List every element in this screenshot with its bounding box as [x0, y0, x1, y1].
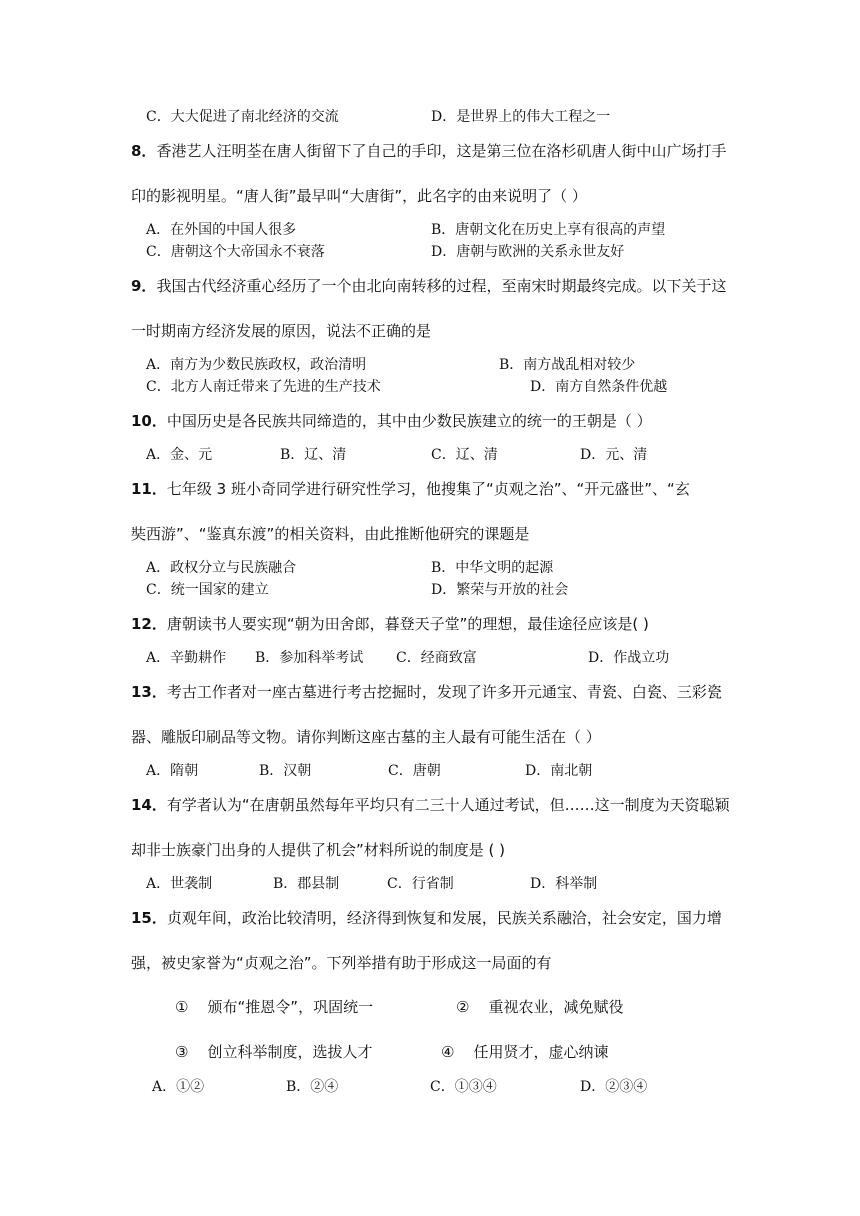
q15-statement-4: ④ 任用贤才，虚心纳谏	[441, 1043, 609, 1061]
q8-option-a: A．在外国的中国人很多	[146, 222, 297, 238]
q8-stem-line1: 8．香港艺人汪明荃在唐人街留下了自己的手印，这是第三位在洛杉矶唐人街中山广场打手	[131, 142, 727, 160]
q15-stem-line1: 15．贞观年间，政治比较清明，经济得到恢复和发展，民族关系融洽，社会安定，国力增	[131, 909, 722, 927]
q10-option-a: A．金、元	[146, 447, 213, 463]
q15-statement-2: ② 重视农业，减免赋役	[456, 998, 624, 1016]
q10-stem-line1: 10．中国历史是各民族共同缔造的，其中由少数民族建立的统一的王朝是（ ）	[131, 412, 652, 430]
q9-option-c: C．北方人南迁带来了先进的生产技术	[146, 379, 381, 395]
q8-option-d: D．唐朝与欧洲的关系永世友好	[431, 244, 625, 260]
q10-option-d: D．元、清	[580, 447, 648, 463]
q11-option-c: C．统一国家的建立	[146, 582, 269, 598]
q10-option-b: B．辽、清	[280, 447, 347, 463]
q15-statement-1: ① 颁布“推恩令”，巩固统一	[175, 998, 374, 1016]
q14-stem-line2: 却非士族豪门出身的人提供了机会”材料所说的制度是 ( )	[131, 841, 506, 859]
q9-option-a: A．南方为少数民族政权，政治清明	[146, 357, 367, 373]
q12-option-d: D．作战立功	[588, 650, 670, 666]
q15-option-b: B．②④	[286, 1079, 339, 1095]
q9-option-d: D．南方自然条件优越	[530, 379, 668, 395]
q9-stem-line2: 一时期南方经济发展的原因，说法不正确的是	[131, 322, 432, 340]
q12-option-a: A．辛勤耕作	[146, 650, 227, 666]
q12-stem-line1: 12．唐朝读书人要实现“朝为田舍郎，暮登天子堂”的理想，最佳途径应该是( )	[131, 615, 649, 633]
q13-stem-line1: 13．考古工作者对一座古墓进行考古挖掘时，发现了许多开元通宝、青瓷、白瓷、三彩瓷	[131, 683, 722, 701]
q7-option-c: C．大大促进了南北经济的交流	[146, 109, 339, 125]
q14-stem-line1: 14．有学者认为“在唐朝虽然每年平均只有二三十人通过考试，但……这一制度为天资聪颖	[131, 796, 730, 814]
q14-option-d: D．科举制	[530, 876, 598, 892]
q15-option-d: D．②③④	[580, 1079, 648, 1095]
q9-option-b: B．南方战乱相对较少	[499, 357, 636, 373]
q13-option-b: B．汉朝	[259, 763, 312, 779]
q15-option-a: A．①②	[152, 1079, 205, 1095]
q14-option-b: B．郡县制	[273, 876, 340, 892]
q8-option-b: B．唐朝文化在历史上享有很高的声望	[431, 222, 666, 238]
q13-option-a: A．隋朝	[146, 763, 199, 779]
q7-option-d: D．是世界上的伟大工程之一	[431, 109, 611, 125]
q13-option-d: D．南北朝	[525, 763, 593, 779]
q13-stem-line2: 器、雕版印刷品等文物。请你判断这座古墓的主人最有可能生活在（ ）	[131, 728, 601, 746]
q12-option-c: C．经商致富	[396, 650, 477, 666]
q15-statement-3: ③ 创立科举制度，选拔人才	[175, 1043, 373, 1061]
q11-stem-line2: 奘西游”、“鉴真东渡”的相关资料，由此推断他研究的课题是	[131, 525, 530, 543]
q15-stem-line2: 强，被史家誉为“贞观之治”。下列举措有助于形成这一局面的有	[131, 954, 552, 972]
q14-option-c: C．行省制	[387, 876, 454, 892]
q11-option-d: D．繁荣与开放的社会	[431, 582, 569, 598]
q11-option-a: A．政权分立与民族融合	[146, 560, 297, 576]
q13-option-c: C．唐朝	[388, 763, 441, 779]
q15-option-c: C．①③④	[430, 1079, 497, 1095]
q11-option-b: B．中华文明的起源	[431, 560, 554, 576]
q10-option-c: C．辽、清	[431, 447, 498, 463]
q11-stem-line1: 11．七年级 3 班小奇同学进行研究性学习，他搜集了“贞观之治”、“开元盛世”、“玄	[131, 480, 690, 498]
q14-option-a: A．世袭制	[146, 876, 213, 892]
q9-stem-line1: 9．我国古代经济重心经历了一个由北向南转移的过程，至南宋时期最终完成。以下关于这	[131, 277, 727, 295]
q12-option-b: B．参加科举考试	[255, 650, 364, 666]
q8-option-c: C．唐朝这个大帝国永不衰落	[146, 244, 325, 260]
q8-stem-line2: 印的影视明星。“唐人街”最早叫“大唐街”，此名字的由来说明了（ ）	[131, 187, 587, 205]
